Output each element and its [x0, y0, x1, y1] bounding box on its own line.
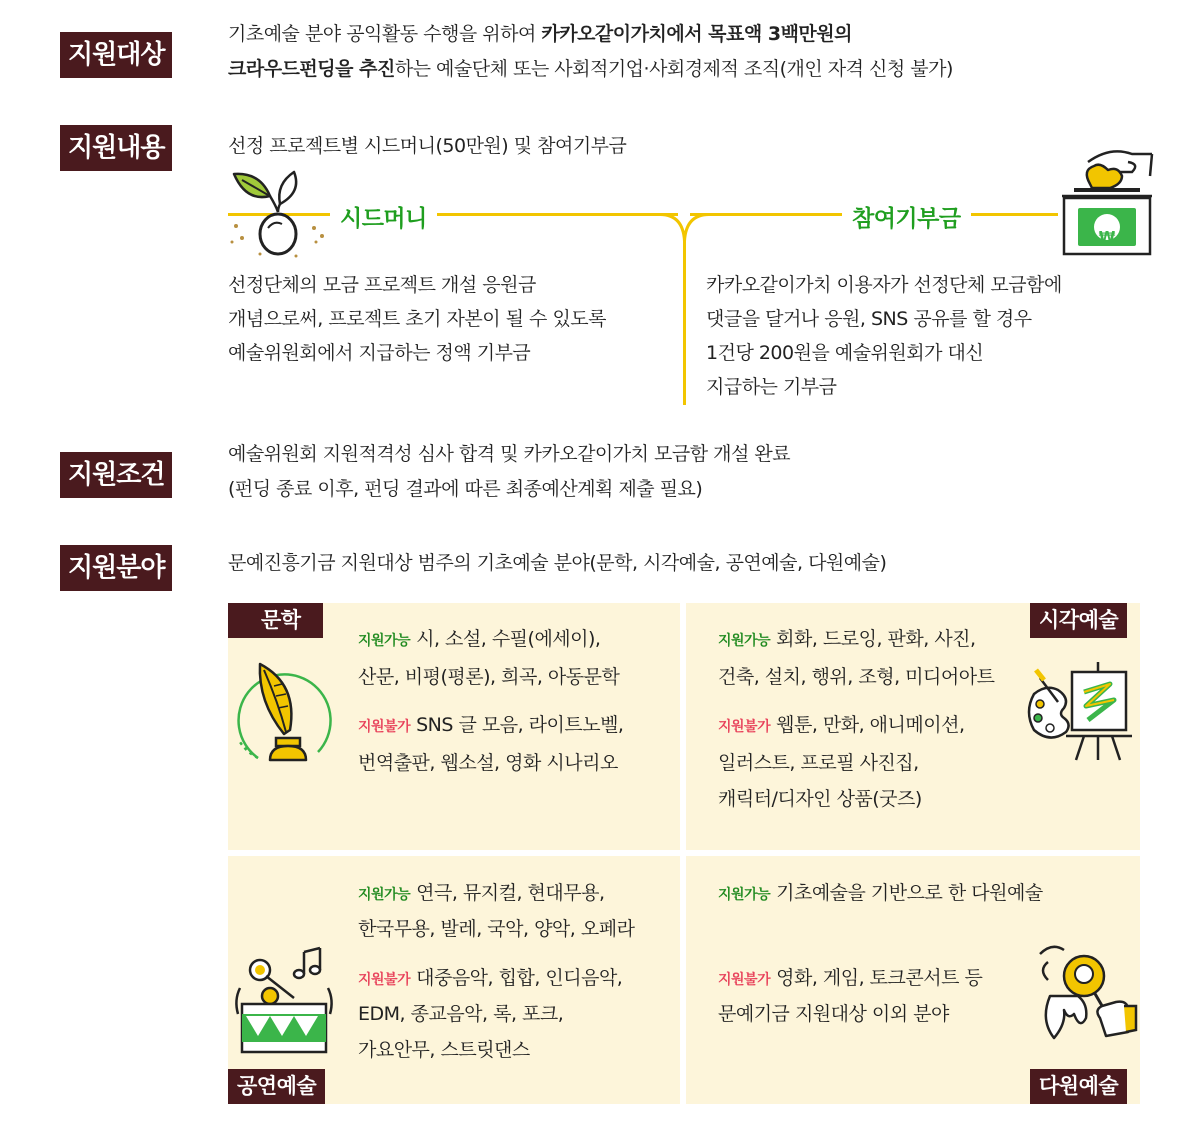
multi-no-line: 지원불가 영화, 게임, 토크콘서트 등 [718, 967, 983, 989]
no-label: 지원불가 [358, 972, 411, 988]
tag-literature: 문학 [228, 603, 323, 638]
target-line-2-bold: 크라우드펀딩을 추진 [228, 58, 395, 80]
donation-desc-line: 댓글을 달거나 응원, SNS 공유를 할 경우 [706, 308, 1032, 330]
ok-label: 지원가능 [718, 633, 771, 649]
donation-title: 참여기부금 [842, 200, 971, 233]
content-intro: 선정 프로젝트별 시드머니(50만원) 및 참여기부금 [228, 135, 627, 157]
section-label-condition: 지원조건 [60, 452, 172, 498]
performing-ok-line: 한국무용, 발레, 국악, 양악, 오페라 [358, 918, 635, 940]
target-line-1-bold: 카카오같이가치에서 목표액 3백만원의 [541, 23, 852, 45]
literature-no-line: 지원불가 SNS 글 모음, 라이트노벨, [358, 714, 624, 736]
multi-ok-line: 지원가능 기초예술을 기반으로 한 다원예술 [718, 882, 1043, 904]
seed-desc-line: 개념으로써, 프로젝트 초기 자본이 될 수 있도록 [228, 308, 607, 330]
section-label-target: 지원대상 [60, 32, 172, 78]
target-line-2-plain: 하는 예술단체 또는 사회적기업·사회경제적 조직(개인 자격 신청 불가) [394, 58, 953, 80]
literature-ok-line: 지원가능 시, 소설, 수필(에세이), [358, 628, 601, 650]
ok-label: 지원가능 [358, 887, 411, 903]
visual-no-line: 지원불가 웹툰, 만화, 애니메이션, [718, 714, 965, 736]
won-coin-symbol: ₩ [1098, 228, 1116, 246]
target-line-1-plain: 기초예술 분야 공익활동 수행을 위하여 [228, 23, 542, 45]
visual-ok-line: 지원가능 회화, 드로잉, 판화, 사진, [718, 628, 976, 650]
target-line-1 [228, 17, 852, 51]
donation-description [706, 268, 1062, 404]
visual-no-line: 일러스트, 프로필 사진집, [718, 752, 919, 774]
quill-pen-icon [230, 656, 336, 768]
condition-line: (펀딩 종료 이후, 펀딩 결과에 따른 최종예산계획 제출 필요) [228, 478, 703, 500]
no-label: 지원불가 [358, 719, 411, 735]
drum-music-icon [232, 944, 336, 1056]
field-intro: 문예진흥기금 지원대상 범주의 기초예술 분야(문학, 시각예술, 공연예술, 다원예술) [228, 552, 887, 574]
condition-line: 예술위원회 지원적격성 심사 합격 및 카카오같이가치 모금함 개설 완료 [228, 443, 791, 465]
seed-desc-line: 선정단체의 모금 프로젝트 개설 응원금 [228, 274, 536, 296]
visual-no-line: 캐릭터/디자인 상품(굿즈) [718, 788, 922, 810]
palette-easel-icon [1024, 658, 1136, 764]
visual-ok-line: 건축, 설치, 행위, 조형, 미디어아트 [718, 666, 995, 688]
donation-desc-line: 지급하는 기부금 [706, 376, 837, 398]
performing-ok-line: 지원가능 연극, 뮤지컬, 현대무용, [358, 882, 605, 904]
multi-no-line: 문예기금 지원대상 이외 분야 [718, 1003, 949, 1025]
no-label: 지원불가 [718, 972, 771, 988]
tag-performing: 공연예술 [228, 1069, 325, 1104]
tag-multi: 다원예술 [1030, 1069, 1127, 1104]
seed-title: 시드머니 [330, 200, 437, 233]
performing-no-line: 가요안무, 스트릿댄스 [358, 1039, 530, 1061]
no-label: 지원불가 [718, 719, 771, 735]
seed-description [228, 268, 606, 370]
ok-label: 지원가능 [358, 633, 411, 649]
donation-desc-line: 카카오같이가치 이용자가 선정단체 모금함에 [706, 274, 1062, 296]
ok-label: 지원가능 [718, 887, 771, 903]
performing-no-line: EDM, 종교음악, 록, 포크, [358, 1003, 564, 1025]
tag-visual: 시각예술 [1030, 603, 1127, 638]
seed-sprout-icon [226, 166, 330, 264]
seed-desc-line: 예술위원회에서 지급하는 정액 기부금 [228, 342, 531, 364]
section-label-content: 지원내용 [60, 125, 172, 171]
mask-magnifier-icon [1028, 940, 1140, 1052]
target-line-2 [228, 52, 953, 86]
donation-desc-line: 1건당 200원을 예술위원회가 대신 [706, 342, 984, 364]
literature-ok-line: 산문, 비평(평론), 희곡, 아동문학 [358, 666, 620, 688]
performing-no-line: 지원불가 대중음악, 힙합, 인디음악, [358, 967, 623, 989]
section-label-field: 지원분야 [60, 545, 172, 591]
literature-no-line: 번역출판, 웹소설, 영화 시나리오 [358, 752, 618, 774]
